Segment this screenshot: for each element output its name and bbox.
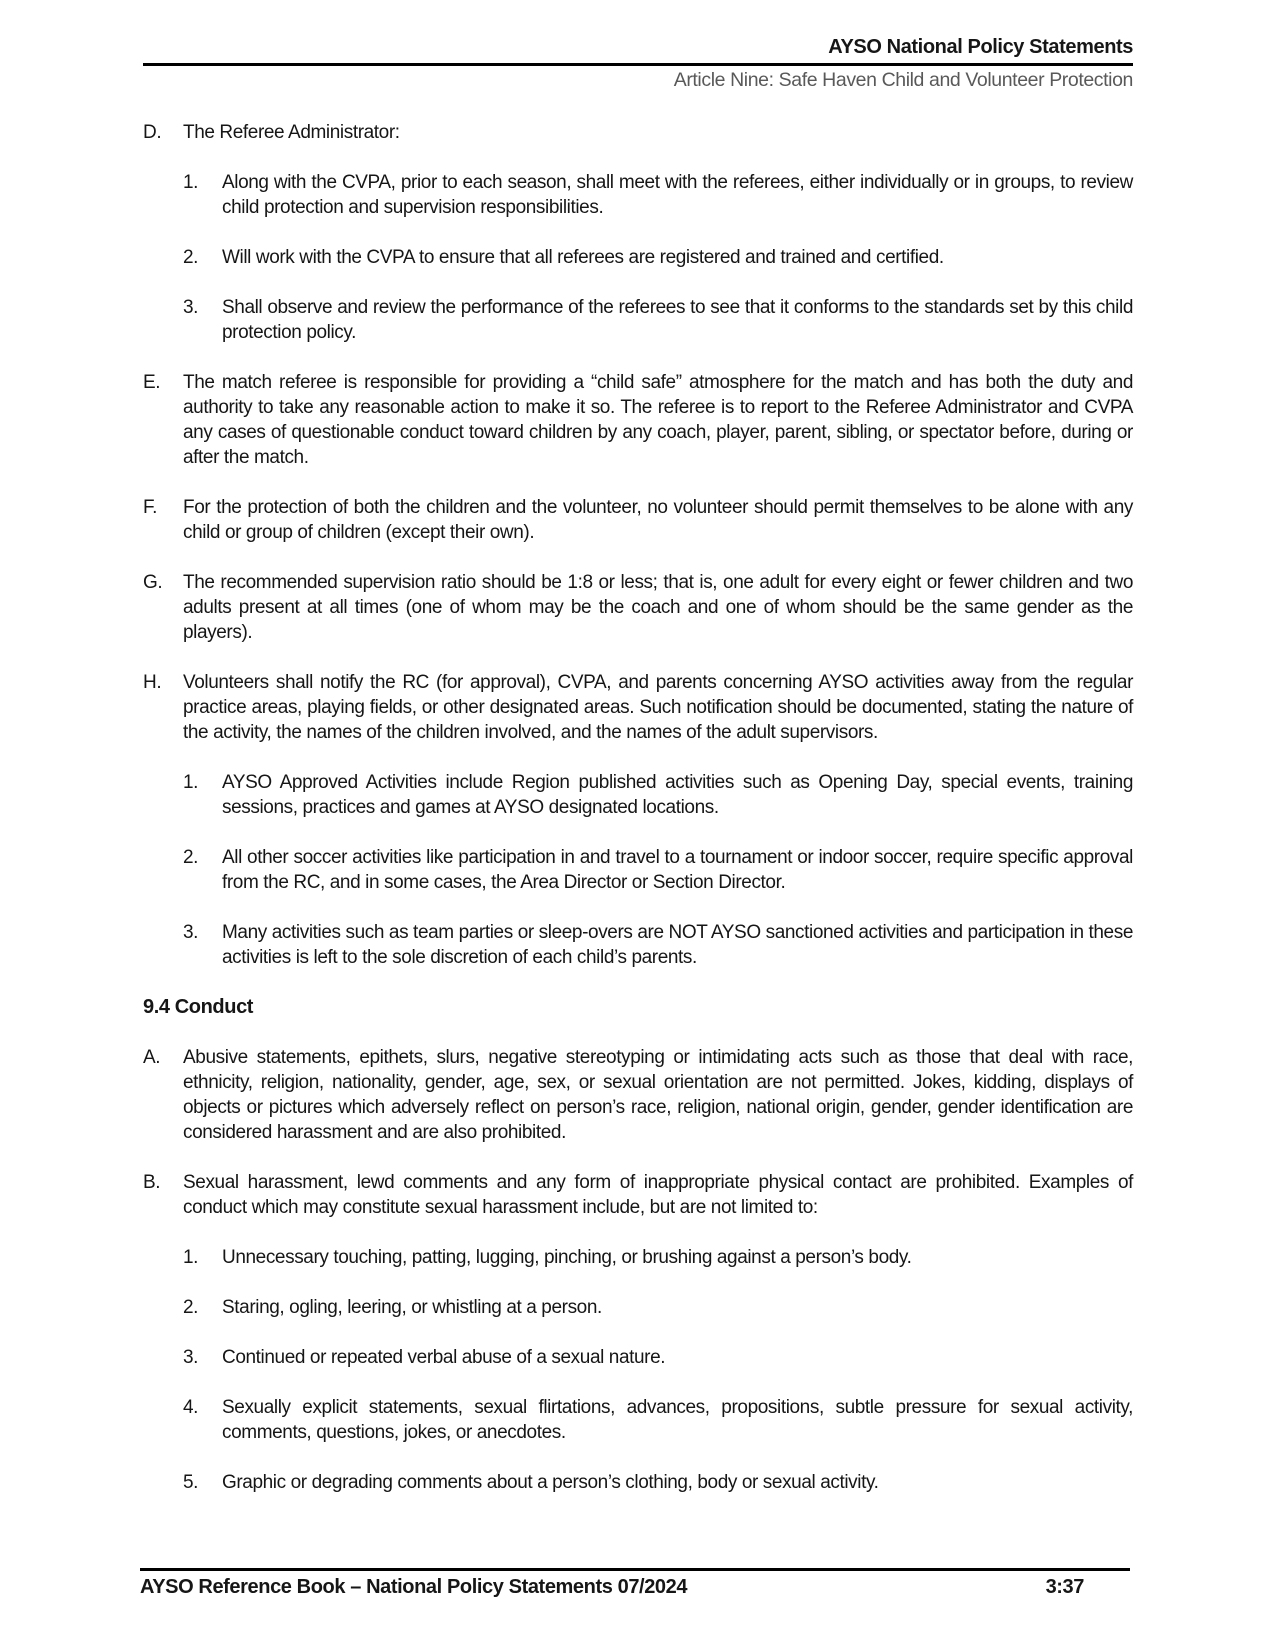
list-marker: 2. <box>183 847 199 868</box>
item-H-2 <box>183 845 1133 895</box>
list-item-text: For the protection of both the children and the volunteer, no volunteer should permit themselves to be alone with any child or group of children (except their own). <box>183 497 1133 543</box>
list-marker: 3. <box>183 297 199 318</box>
list-item-text: Staring, ogling, leering, or whistling at a person. <box>222 1297 602 1318</box>
item-B-5 <box>183 1470 1133 1495</box>
item-A <box>143 1045 1133 1145</box>
list-marker: 3. <box>183 922 199 943</box>
header-rule <box>143 63 1133 66</box>
item-B-1 <box>183 1245 1133 1270</box>
item-B-2 <box>183 1295 1133 1320</box>
list-marker: D. <box>143 122 162 143</box>
header-title: AYSO National Policy Statements <box>828 36 1133 58</box>
list-marker: 1. <box>183 772 199 793</box>
item-G <box>143 570 1133 645</box>
item-D-2 <box>183 245 1133 270</box>
item-H-1 <box>183 770 1133 820</box>
list-item-text: Volunteers shall notify the RC (for approval), CVPA, and parents concerning AYSO activities away from the regular practice areas, playing fields, or other designated areas. Such notification should be documented, stating the nature of the activity, the names of the children involved, and the names of the adult supervisors. <box>183 672 1133 743</box>
list-item-text: Continued or repeated verbal abuse of a sexual nature. <box>222 1347 666 1368</box>
list-marker: G. <box>143 572 163 593</box>
item-B-3 <box>183 1345 1133 1370</box>
item-B <box>143 1170 1133 1220</box>
document-body <box>143 120 1133 1495</box>
list-item-text: Abusive statements, epithets, slurs, negative stereotyping or intimidating acts such as those that deal with race, ethnicity, religion, nationality, gender, age, sex, or sexual orientation are not permitted. Jokes, kidding, displays of objects or pictures which adversely reflect on person’s race, religion, national origin, gender, gender identification are considered harassment and are also prohibited. <box>183 1047 1133 1143</box>
list-item-text: Graphic or degrading comments about a person’s clothing, body or sexual activity. <box>222 1472 879 1493</box>
list-item-text: Sexual harassment, lewd comments and any form of inappropriate physical contact are prohibited. Examples of conduct which may constitute sexual harassment include, but are not limited to: <box>183 1172 1133 1218</box>
item-H-3 <box>183 920 1133 970</box>
item-D-1 <box>183 170 1133 220</box>
item-D-3 <box>183 295 1133 345</box>
list-item-text: The recommended supervision ratio should be 1:8 or less; that is, one adult for every eight or fewer children and two adults present at all times (one of whom may be the coach and one of whom should be the same gender as the players). <box>183 572 1133 643</box>
list-marker: 4. <box>183 1397 199 1418</box>
list-item-text: The Referee Administrator: <box>183 122 400 143</box>
list-item-text: Will work with the CVPA to ensure that all referees are registered and trained and certified. <box>222 247 944 268</box>
section-heading: 9.4 Conduct <box>143 996 254 1018</box>
list-marker: 2. <box>183 1297 199 1318</box>
list-marker: 2. <box>183 247 199 268</box>
list-marker: H. <box>143 672 162 693</box>
list-item-text: Sexually explicit statements, sexual flirtations, advances, propositions, subtle pressure for sexual activity, comments, questions, jokes, or anecdotes. <box>222 1397 1133 1443</box>
list-marker: 1. <box>183 1247 199 1268</box>
item-B-4 <box>183 1395 1133 1445</box>
list-marker: A. <box>143 1047 161 1068</box>
list-item-text: Unnecessary touching, patting, lugging, pinching, or brushing against a person’s body. <box>222 1247 912 1268</box>
list-marker: B. <box>143 1172 161 1193</box>
item-F <box>143 495 1133 545</box>
list-marker: E. <box>143 372 161 393</box>
list-item-text: AYSO Approved Activities include Region published activities such as Opening Day, special events, training sessions, practices and games at AYSO designated locations. <box>222 772 1133 818</box>
header-subtitle: Article Nine: Safe Haven Child and Volunteer Protection <box>673 69 1133 91</box>
item-E <box>143 370 1133 470</box>
item-D <box>143 120 1133 145</box>
list-item-text: Many activities such as team parties or sleep-overs are NOT AYSO sanctioned activities and participation in these activities is left to the sole discretion of each child’s parents. <box>222 922 1133 968</box>
list-item-text: All other soccer activities like participation in and travel to a tournament or indoor soccer, require specific approval from the RC, and in some cases, the Area Director or Section Director. <box>222 847 1133 893</box>
footer-rule <box>140 1568 1130 1571</box>
list-marker: F. <box>143 497 157 518</box>
footer-page-indicator: 3:37 <box>1045 1576 1084 1598</box>
list-marker: 5. <box>183 1472 199 1493</box>
list-marker: 3. <box>183 1347 199 1368</box>
list-item-text: Shall observe and review the performance of the referees to see that it conforms to the standards set by this child protection policy. <box>222 297 1133 343</box>
item-H <box>143 670 1133 745</box>
list-marker: 1. <box>183 172 199 193</box>
footer-document-title: AYSO Reference Book – National Policy Statements 07/2024 <box>140 1576 688 1598</box>
page-header <box>143 36 1133 92</box>
list-item-text: The match referee is responsible for providing a “child safe” atmosphere for the match and has both the duty and authority to take any reasonable action to make it so. The referee is to report to the Referee Administrator and CVPA any cases of questionable conduct toward children by any coach, player, parent, sibling, or spectator before, during or after the match. <box>183 372 1133 468</box>
page-footer <box>140 1568 1130 1599</box>
list-item-text: Along with the CVPA, prior to each season, shall meet with the referees, either individually or in groups, to review child protection and supervision responsibilities. <box>222 172 1133 218</box>
